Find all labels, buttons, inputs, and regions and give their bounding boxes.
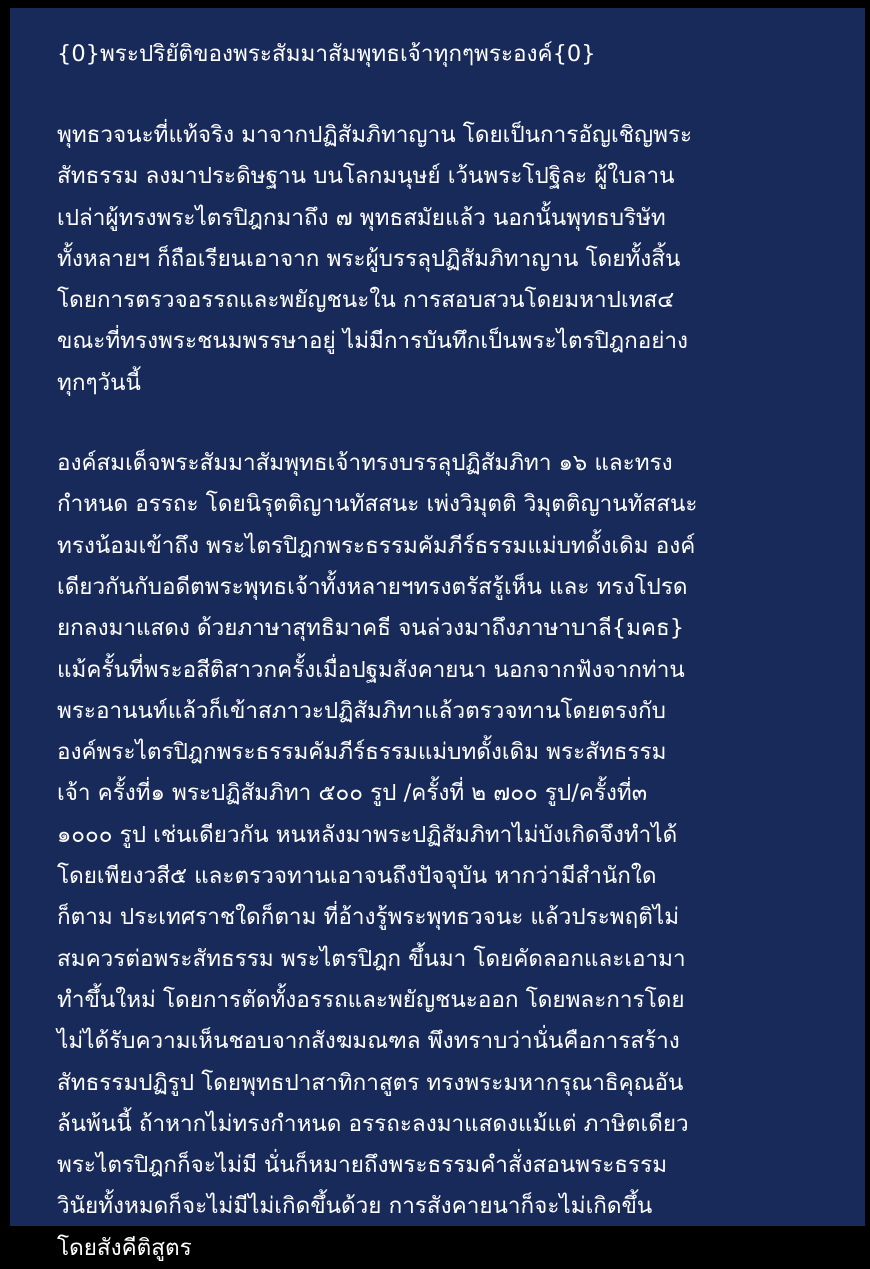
post-body (57, 115, 853, 1269)
text-line: ก็ตาม ประเทศราชใดก็ตาม ที่อ้างรู้พระพุทธวจนะ แล้วประพฤติไม่ (57, 904, 680, 931)
text-line: ๑๐๐๐ รูป เช่นเดียวกัน หนหลังมาพระปฏิสัมภิทาไม่บังเกิดจึงทำได้ (57, 821, 678, 848)
paragraph (57, 443, 853, 1269)
text-line: เปล่าผู้ทรงพระไตรปิฎกมาถึง ๗ พุทธสมัยแล้ว นอกนั้นพุทธบริษัท (57, 204, 666, 231)
text-line: พุทธวจนะที่แท้จริง มาจากปฏิสัมภิทาญาน โดยเป็นการอัญเชิญพระ (57, 122, 693, 148)
text-line: แม้ครั้นที่พระอสีติสาวกครั้งเมื่อปฐมสังคายนา นอกจากฟังจากท่าน (57, 656, 685, 683)
text-line: ทรงน้อมเข้าถึง พระไตรปิฎกพระธรรมคัมภีร์ธรรมแม่บทดั้งเดิม องค์ (57, 532, 696, 559)
text-line: องค์สมเด็จพระสัมมาสัมพุทธเจ้าทรงบรรลุปฏิสัมภิทา ๑๖ และทรง (57, 450, 673, 477)
text-line: โดยเพียงวสี๕ และตรวจทานเอาจนถึงปัจจุบัน หากว่ามีสำนักใด (57, 863, 657, 890)
text-line: กำหนด อรรถะ โดยนิรุตติญานทัสสนะ เพ่งวิมุตติ วิมุตติญานทัสสนะ (57, 491, 698, 518)
paragraph (57, 115, 853, 404)
text-line: ทุกๆวันนี้ (57, 369, 141, 396)
text-post-panel (10, 8, 865, 1261)
text-line: ไม่ได้รับความเห็นชอบจากสังฆมณฑล พึงทราบว่านั่นคือการสร้าง (57, 1028, 680, 1055)
text-line: เจ้า ครั้งที่๑ พระปฏิสัมภิทา ๕๐๐ รูป /ครั้งที่ ๒ ๗๐๐ รูป/ครั้งที่๓ (57, 780, 648, 807)
text-line: สัทธรรมปฏิรูป โดยพุทธปาสาทิกาสูตร ทรงพระมหากรุณาธิคุณอัน (57, 1069, 684, 1096)
text-line: พระอานนท์แล้วก็เข้าสภาวะปฏิสัมภิทาแล้วตรวจทานโดยตรงกับ (57, 697, 666, 724)
text-line: เดียวกันกับอดีตพระพุทธเจ้าทั้งหลายฯทรงตรัสรู้เห็น และ ทรงโปรด (57, 573, 688, 600)
text-line: พระไตรปิฎกก็จะไม่มี นั่นก็หมายถึงพระธรรมคำสั่งสอนพระธรรม (57, 1152, 668, 1179)
text-line: วินัยทั้งหมดก็จะไม่มีไม่เกิดขึ้นด้วย การสังคายนาก็จะไม่เกิดขึ้น (57, 1193, 653, 1220)
post-title: {0}พระปริยัติของพระสัมมาสัมพุทธเจ้าทุกๆพระองค์{0} (57, 41, 596, 67)
text-line: สัทธรรม ลงมาประดิษฐาน บนโลกมนุษย์ เว้นพระโปฐิละ ผู้ใบลาน (57, 163, 675, 190)
text-line: โดยการตรวจอรรถและพยัญชนะใน การสอบสวนโดยมหาปเทส๔ (57, 287, 675, 314)
text-line: องค์พระไตรปิฎกพระธรรมคัมภีร์ธรรมแม่บทดั้งเดิม พระสัทธรรม (57, 739, 667, 766)
text-line: ล้นพ้นนี้ ถ้าหากไม่ทรงกำหนด อรรถะลงมาแสดงแม้แต่ ภาษิตเดียว (57, 1110, 689, 1137)
text-line: สมควรต่อพระสัทธรรม พระไตรปิฎก ขึ้นมา โดยคัดลอกและเอามา (57, 945, 686, 972)
text-line: ขณะที่ทรงพระชนมพรรษาอยู่ ไม่มีการบันทึกเป็นพระไตรปิฎกอย่าง (57, 328, 689, 355)
text-line: โดยสังคีติสูตร (57, 1234, 192, 1261)
text-line: ทำขึ้นใหม่ โดยการตัดทั้งอรรถและพยัญชนะออก โดยพละการโดย (57, 986, 685, 1013)
text-line: ยกลงมาแสดง ด้วยภาษาสุทธิมาคธี จนล่วงมาถึงภาษาบาลี{มคธ} (57, 615, 685, 642)
text-line: ทั้งหลายฯ ก็ถือเรียนเอาจาก พระผู้บรรลุปฏิสัมภิทาญาน โดยทั้งสิ้น (57, 245, 681, 272)
